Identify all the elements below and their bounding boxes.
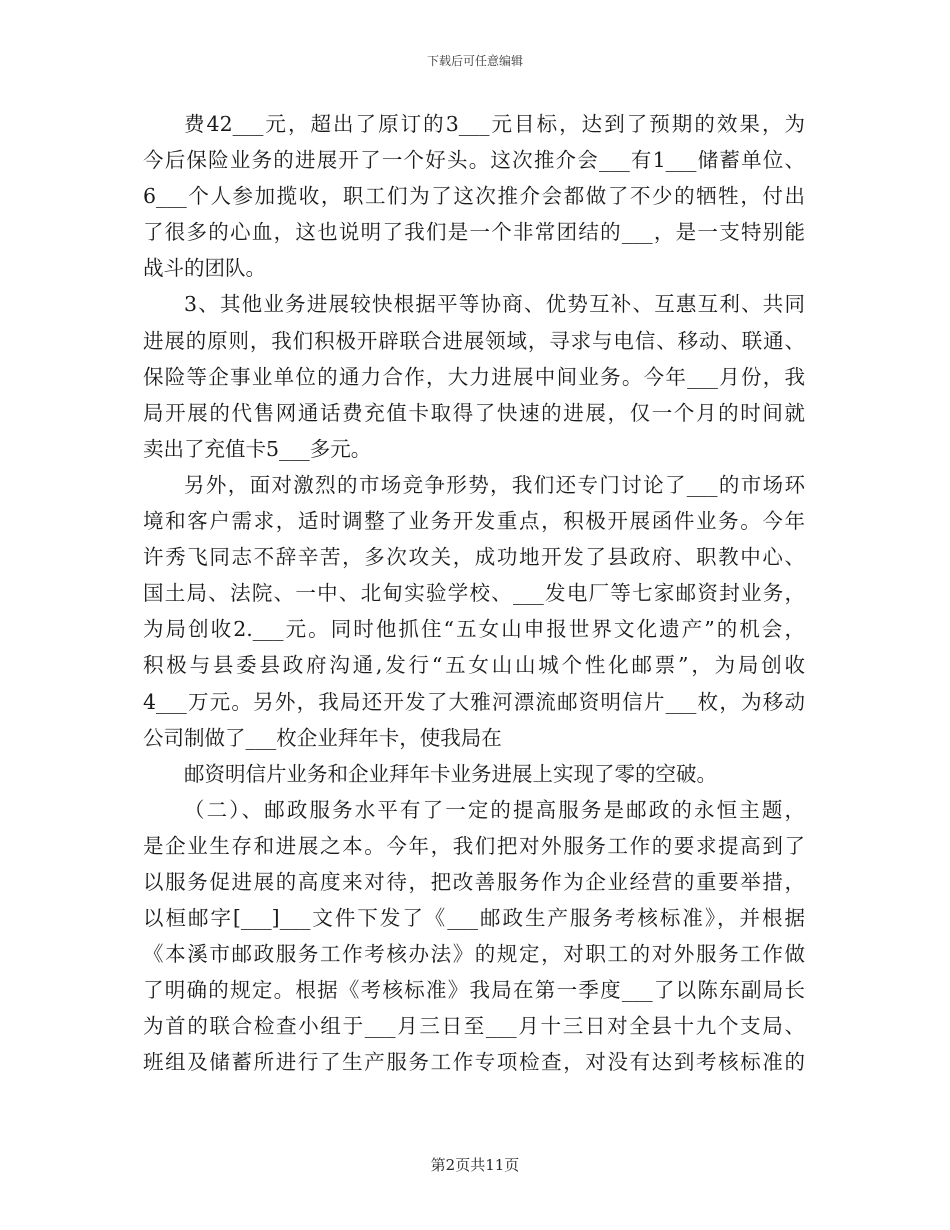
text-line: 局开展的代售网通话费充值卡取得了快速的进展，仅一个月的时间就: [143, 400, 805, 425]
text-line: 是企业生存和进展之本。今年，我们把对外服务工作的要求提高到了: [143, 833, 805, 858]
text-line: （二）、邮政服务水平有了一定的提高服务是邮政的永恒主题，: [184, 797, 805, 822]
text-line: 费42___元，超出了原订的3___元目标，达到了预期的效果，为: [184, 112, 805, 136]
text-line: 保险等企事业单位的通力合作，大力进展中间业务。今年___月份，我: [143, 364, 805, 389]
text-line: 以服务促进展的高度来对待，把改善服务作为企业经营的重要举措，: [143, 869, 805, 894]
text-line: 今后保险业务的进展开了一个好头。这次推介会___有1___储蓄单位、: [143, 148, 805, 173]
document-body: [143, 106, 805, 1081]
text-line: 班组及储蓄所进行了生产服务工作专项检查，对没有达到考核标准的: [143, 1050, 805, 1075]
page-header: 下载后可任意编辑: [426, 54, 523, 68]
page-number: 第2页共11页: [430, 1156, 520, 1174]
text-line: 进展的原则，我们积极开辟联合进展领域，寻求与电信、移动、联通、: [143, 328, 805, 353]
text-line: 了很多的心血，这也说明了我们是一个非常团结的___，是一支特别能: [143, 220, 805, 245]
text-line: 3、其他业务进展较快根据平等协商、优势互补、互惠互利、共同: [184, 292, 805, 317]
text-line: 境和客户需求，适时调整了业务开发重点，积极开展函件业务。今年: [143, 509, 805, 534]
text-line: 以桓邮字[___]___文件下发了《___邮政生产服务考核标准》，并根据: [143, 906, 805, 931]
text-line: 战斗的团队。: [143, 256, 266, 281]
text-line: 6___个人参加揽收，职工们为了这次推介会都做了不少的牺牲，付出: [143, 184, 805, 209]
text-line: 为局创收2.___元。同时他抓住“五女山申报世界文化遗产”的机会，: [143, 617, 805, 642]
text-line: 另外，面对激烈的市场竞争形势，我们还专门讨论了___的市场环: [184, 472, 805, 497]
text-line: 积极与县委县政府沟通,发行“五女山山城个性化邮票”，为局创收: [143, 653, 805, 678]
text-line: 4___万元。另外，我局还开发了大雅河漂流邮资明信片___枚，为移动: [143, 689, 805, 714]
text-line: 为首的联合检查小组于___月三日至___月十三日对全县十九个支局、: [143, 1014, 805, 1039]
text-line: 卖出了充值卡5___多元。: [143, 436, 372, 461]
text-line: 许秀飞同志不辞辛苦，多次攻关，成功地开发了县政府、职教中心、: [143, 545, 805, 570]
text-line: 《本溪市邮政服务工作考核办法》的规定，对职工的对外服务工作做: [143, 942, 805, 967]
text-line: 邮资明信片业务和企业拜年卡业务进展上实现了零的空破。: [184, 761, 717, 786]
text-line: 国土局、法院、一中、北甸实验学校、___发电厂等七家邮资封业务，: [143, 581, 805, 606]
text-line: 了明确的规定。根据《考核标准》我局在第一季度___了以陈东副局长: [143, 978, 805, 1003]
text-line: 公司制做了___枚企业拜年卡，使我局在: [143, 725, 502, 750]
